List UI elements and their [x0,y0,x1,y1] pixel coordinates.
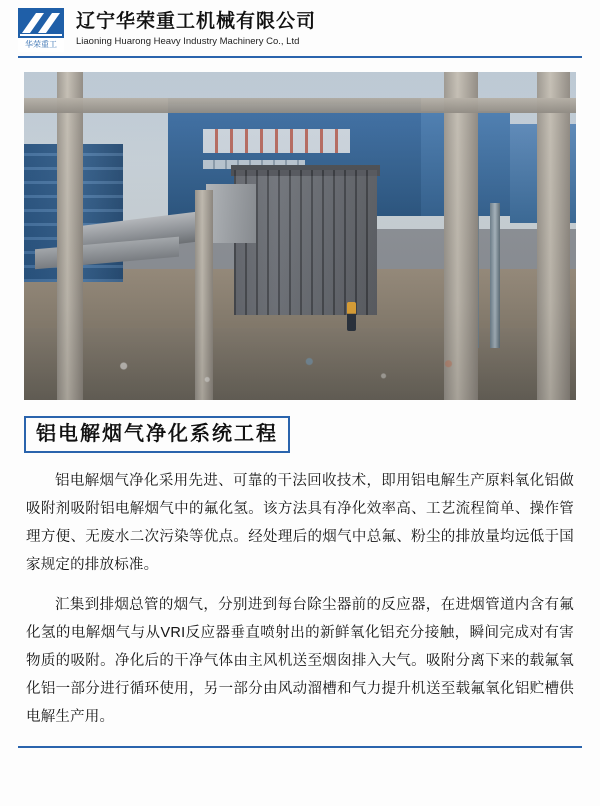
body-copy [26,467,574,731]
photo-overhead-beam [24,98,576,113]
company-name-en: Liaoning Huarong Heavy Industry Machinery Co., Ltd [76,36,300,47]
paragraph-2: 汇集到排烟总管的烟气，分别进到每台除尘器前的反应器，在进烟管道内含有氟化氢的电解烟气与从VRI反应器垂直喷射出的新鲜氧化铝充分接触，瞬间完成对有害物质的吸附。净化后的干净气体由主风机送至烟囱排入大气。吸附分离下来的载氟氧化铝一部分进行循环使用，另一部分由风动溜槽和气力提升机送至载氟氧化铝贮槽供电解生产用。 [26,597,574,725]
logo-mark-icon [18,8,64,38]
photo-site-debris [68,348,532,394]
header-divider [18,56,582,58]
company-name-cn: 辽宁华荣重工机械有限公司 [76,11,317,32]
section-title: 铝电解烟气净化系统工程 [24,416,290,453]
photo-duct-elbow [206,184,256,243]
photo-concrete-column-4 [537,72,570,400]
footer-divider [18,746,582,748]
photo-illustration [24,72,576,400]
paragraph-1: 铝电解烟气净化采用先进、可靠的干法回收技术，即用铝电解生产原料氧化铝做吸附剂吸附铝电解烟气中的氟化氢。该方法具有净化效率高、工艺流程简单、操作管理方便、无废水二次污染等优点。经处理后的烟气中总氟、粉尘的排放量均远低于国家规定的排放标准。 [26,473,574,573]
logo-text: 华荣重工 [18,38,64,52]
company-logo [18,8,64,52]
photo-vertical-pipe-2 [490,203,500,347]
photo-worker [347,302,356,332]
project-photo [24,72,576,400]
company-titles [76,11,316,49]
document-header [0,0,600,56]
